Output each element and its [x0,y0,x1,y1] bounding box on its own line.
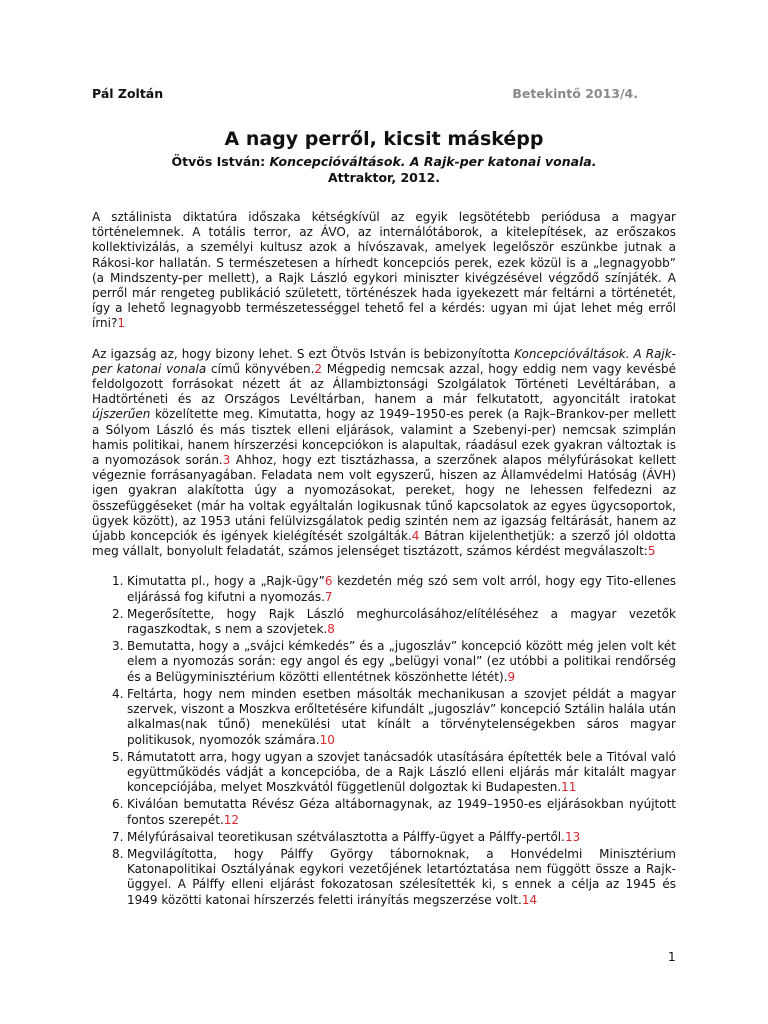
list-text: kezdetén még szó sem volt arról, hogy egy Tito-ellenes eljárássá fog kifutni a nyomozás. [127,574,677,604]
footnote-ref[interactable]: 13 [564,829,581,844]
list-item [92,639,676,685]
list-number: 4. [112,686,124,701]
list-number: 5. [112,749,124,764]
paragraph-text: Ahhoz, hogy ezt tisztázhassa, a szerzőnek alapos mélyfúrásokat kellett végeznie forrásanyagában. Feladata nem volt egyszerű, hiszen az Államvédelmi Hatóság (ÁVH) igen gyakran alakította úgy a nyomozásokat, pereket, hogy ne lehessen felfedezni az összefüggéseket (már ha voltak egyáltalán logikusnak tűnő kapcsolatok az egyes ügycsoportok, ügyek között), az 1953 utáni felülvizsgálatok pedig szintén nem az igazság feltárását, hanem az újabb koncepciók és igények kielégítését szolgálták. [92,453,676,544]
title-block [92,128,676,186]
findings-list [92,574,676,907]
footnote-ref[interactable]: 11 [561,780,577,795]
list-item [92,687,676,748]
list-item [92,797,676,827]
paragraph-2 [92,347,676,560]
footnote-ref[interactable]: 4 [411,529,420,544]
page-header [92,86,638,104]
article-body [92,210,676,910]
reviewed-publisher: Attraktor, 2012. [327,170,441,185]
list-item [92,830,676,845]
header-source: Betekintő 2013/4. [512,86,638,101]
paragraph-text: Az igazság az, hogy bizony lehet. S ezt Ötvös István is bebizonyította [92,346,515,361]
paragraph-text: Mégpedig nemcsak azzal, hogy eddig nem vagy kevésbé feldolgozott forrásokat nézett át az Állambiztonsági Szolgálatok Történeti Levéltárában, a Hadtörténeti és az Országos Levéltárban, hanem a már felkutatott, agyoncitált iratokat [92,361,677,407]
list-text: Megvilágította, hogy Pálffy György tábornoknak, a Honvédelmi Minisztérium Katonapolitikai Osztályának egykori vezetőjének letartóztatása nem függött össze a Rajk-üggyel. A Pálffy elleni eljárást fokozatosan szélesítették ki, s ennek a célja az 1945 és 1949 közötti katonai hírszerzés feletti irányítás megszerzése volt. [127,846,676,907]
footnote-ref[interactable]: 2 [314,361,323,376]
paragraph-1 [92,210,676,332]
list-text: Kiválóan bemutatta Révész Géza altábornagynak, az 1949–1950-es eljárásokban nyújtott fontos szerepét. [127,797,676,827]
list-item [92,750,676,796]
footnote-ref[interactable]: 10 [319,732,335,747]
footnote-ref[interactable]: 8 [327,622,335,637]
footnote-ref[interactable]: 14 [521,892,538,907]
list-number: 1. [112,574,124,589]
list-number: 2. [112,606,124,621]
footnote-ref[interactable]: 1 [117,316,126,331]
paragraph-text: című könyvében. [206,361,315,376]
footnote-ref[interactable]: 5 [647,544,656,559]
list-number: 7. [112,829,124,844]
footnote-ref[interactable]: 12 [223,812,240,827]
list-item [92,847,676,908]
list-item [92,607,676,637]
header-author: Pál Zoltán [92,86,164,101]
list-text: Mélyfúrásaival teoretikusan szétválasztotta a Pálffy-ügyet a Pálffy-pertől. [127,829,565,844]
footnote-ref[interactable]: 6 [324,574,333,589]
list-text: Bemutatta, hogy a „svájci kémkedés” és a „jugoszláv” koncepció között még jelen volt két elem a nyomozás során: egy angol és egy „belügyi vonal” (ez utóbbi a politikai rendőrség és a Belügyminisztérium közötti ellentétnek köszönhette létét). [127,639,676,684]
list-number: 8. [112,846,124,861]
footnote-ref[interactable]: 3 [222,453,231,468]
footnote-ref[interactable]: 7 [324,589,333,604]
paragraph-text: Bátran kijelenthetjük: a szerző jól oldotta meg vállalt, bonyolult feladatát, számos jelenséget tisztázott, számos kérdést megválaszolt: [92,529,676,559]
list-text: Rámutatott arra, hogy ugyan a szovjet tanácsadók utasítására építették bele a Titóval való együttműködés vádját a koncepcióba, de a Rajk László elleni eljárás már kitalált magyar koncepciójába, melyet Moszkvától függetlenül dolgoztak ki Budapesten. [127,749,676,795]
footnote-ref[interactable]: 9 [507,669,516,684]
list-number: 6. [112,797,124,812]
list-item [92,574,676,604]
list-number: 3. [112,639,124,654]
list-text: Feltárta, hogy nem minden esetben másolták mechanikusan a szovjet példát a magyar szervek, viszont a Moszkva erőltetésére kifundált „jugoszláv” koncepció Sztálin halála után alkalmas(nak tűnő) menekülési utat kínált a törvénytelenségekben sáros magyar politikusok, nyomozók számára. [127,686,676,747]
paragraph-text: közelítette meg. Kimutatta, hogy az 1949–1950-es perek (a Rajk–Brankov-per mellett a Sólyom László és más tisztek elleni eljárások, valamint a Szebenyi-per) nemcsak szimplán hamis politikai, hanem hírszerzési koncepciókon is alapultak, ráadásul ezek gyakran változtak is a nyomozások során. [92,407,676,468]
emphasis-text: újszerűen [92,407,151,422]
article-subtitle [92,154,676,170]
list-text: Kimutatta pl., hogy a „Rajk-ügy” [127,574,325,589]
book-title-inline: Koncepcióváltások. A Rajk-per katonai vonala [92,346,676,376]
paragraph-text: A sztálinista diktatúra időszaka kétségkívül az egyik legsötétebb periódusa a magyar történelemnek. A totális terror, az ÁVO, az internálótáborok, a kitelepítések, az erőszakos kollektivizálás, a személyi kultusz azok a hívószavak, amelyek legelőször eszünkbe jutnak a Rákosi-kor hallatán. S természetesen a hírhedt koncepciós perek, ezek közül is a „legnagyobb” (a Mindszenty-per mellett), a Rajk László egykori miniszter kivégzésével végződő színjáték. A perről már rengeteg publikáció született, történészek hada igyekezett már feltárni a történetét, így a lehető legnagyobb természetességgel tehető fel a kérdés: ugyan mi újat lehet még erről írni? [92,210,676,331]
reviewed-author: Ötvös István: [171,154,270,169]
list-text: Megerősítette, hogy Rajk László meghurcolásához/elítéléséhez a magyar vezetők ragaszkodtak, s nem a szovjetek. [127,606,676,637]
article-title: A nagy perről, kicsit másképp [224,128,544,150]
page-number: 1 [668,950,676,964]
reviewed-book-title: Koncepcióváltások. A Rajk-per katonai vonala. [269,154,597,169]
